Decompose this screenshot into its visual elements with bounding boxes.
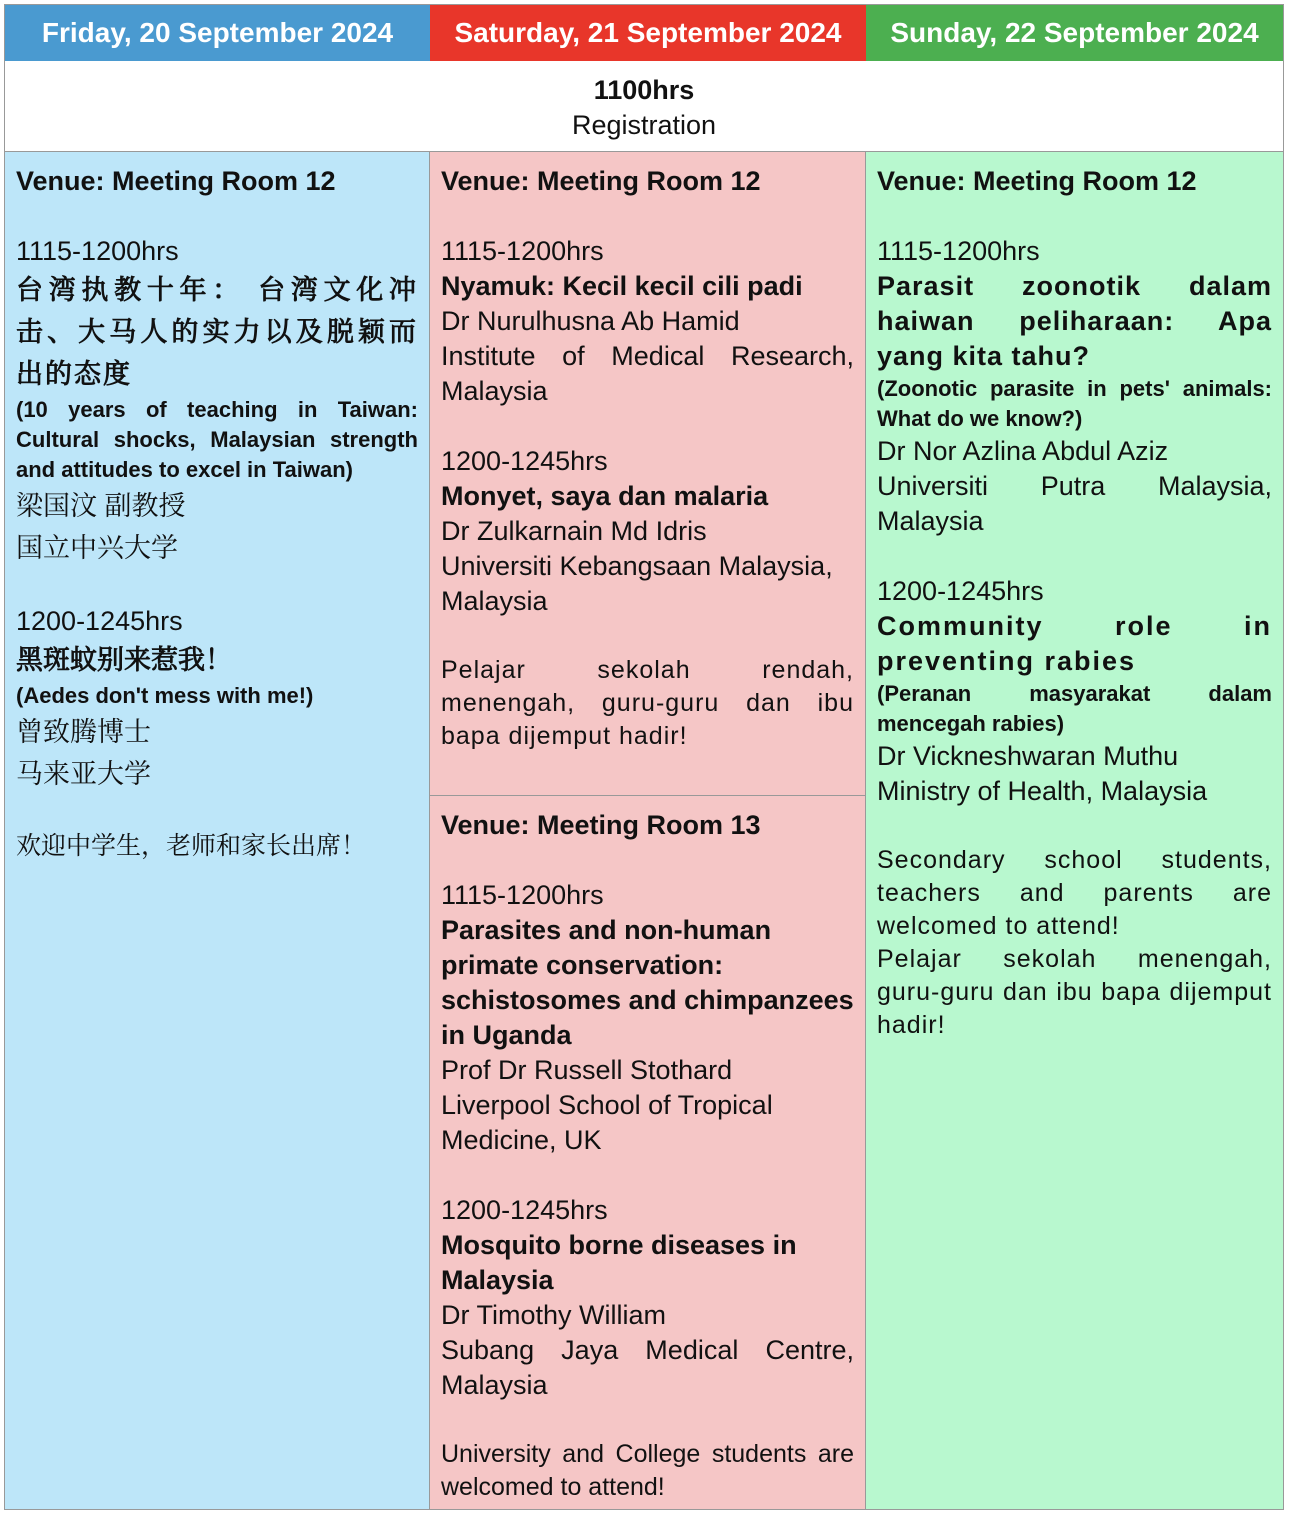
speaker: Dr Nurulhusna Ab Hamid (441, 306, 740, 336)
talk-title: Parasites and non-human primate conservation: schistosomes and chimpanzees in Uganda (441, 915, 854, 1050)
speaker: Dr Timothy William (441, 1300, 667, 1330)
talk-time: 1200-1245hrs (441, 1195, 608, 1225)
affiliation: 国立中兴大学 (16, 533, 178, 563)
friday-column (5, 152, 430, 1509)
speaker: Dr Nor Azlina Abdul Aziz (877, 436, 1169, 466)
speaker: Dr Zulkarnain Md Idris (441, 516, 707, 546)
speaker: 曾致腾博士 (16, 717, 151, 747)
talk-time: 1200-1245hrs (441, 446, 608, 476)
talk-title: Nyamuk: Kecil kecil cili padi (441, 271, 803, 301)
attendance-note-ms: Pelajar sekolah menengah, guru-guru dan ibu bapa dijemput hadir! (877, 945, 1272, 1039)
attendance-note: Pelajar sekolah rendah, menengah, guru-guru dan ibu bapa dijemput hadir! (441, 656, 854, 750)
speaker: Dr Vickneshwaran Muthu (877, 741, 1179, 771)
schedule-table (4, 4, 1284, 1510)
affiliation: Ministry of Health, Malaysia (877, 776, 1208, 806)
affiliation: Universiti Putra Malaysia, Malaysia (877, 471, 1272, 536)
talk-time: 1200-1245hrs (16, 606, 183, 636)
affiliation: 马来亚大学 (16, 759, 151, 789)
speaker: Prof Dr Russell Stothard (441, 1055, 733, 1085)
venue: Venue: Meeting Room 12 (877, 166, 1197, 196)
talk-title: 台湾执教十年： 台湾文化冲击、大马人的实力以及脱颖而出的态度 (16, 275, 418, 389)
speaker: 梁国汶 副教授 (16, 491, 186, 521)
talk-subtitle: (Peranan masyarakat dalam mencegah rabies) (877, 681, 1272, 736)
talk-title: Mosquito borne diseases in Malaysia (441, 1230, 797, 1295)
registration-row (5, 61, 1283, 152)
talk-time: 1200-1245hrs (877, 576, 1044, 606)
talk-time: 1115-1200hrs (16, 236, 179, 266)
sunday-column (866, 152, 1283, 1509)
header-friday: Friday, 20 September 2024 (5, 5, 430, 61)
affiliation: Liverpool School of Tropical Medicine, UK (441, 1090, 773, 1155)
affiliation: Institute of Medical Research, Malaysia (441, 341, 854, 406)
registration-label: Registration (571, 110, 717, 140)
attendance-note-en: Secondary school students, teachers and parents are welcomed to attend! (877, 846, 1272, 940)
saturday-column (430, 152, 866, 1509)
talk-time: 1115-1200hrs (441, 880, 604, 910)
header-sunday: Sunday, 22 September 2024 (866, 5, 1283, 61)
venue: Venue: Meeting Room 13 (441, 810, 761, 840)
venue: Venue: Meeting Room 12 (16, 166, 336, 196)
venue: Venue: Meeting Room 12 (441, 166, 761, 196)
talk-subtitle: (10 years of teaching in Taiwan: Cultural shocks, Malaysian strength and attitudes to excel in Taiwan) (16, 397, 418, 482)
talk-title: 黑斑蚊别来惹我！ (16, 645, 232, 675)
attendance-note: 欢迎中学生，老师和家长出席！ (16, 832, 367, 860)
talk-title: Monyet, saya dan malaria (441, 481, 769, 511)
affiliation: Universiti Kebangsaan Malaysia, Malaysia (441, 551, 833, 616)
registration-time: 1100hrs (593, 75, 695, 105)
header-saturday: Saturday, 21 September 2024 (430, 5, 866, 61)
attendance-note: University and College students are welcomed to attend! (441, 1440, 854, 1501)
talk-title: Parasit zoonotik dalam haiwan peliharaan: Apa yang kita tahu? (877, 271, 1272, 371)
affiliation: Subang Jaya Medical Centre, Malaysia (441, 1335, 854, 1400)
talk-subtitle: (Aedes don't mess with me!) (16, 683, 314, 708)
divider (430, 795, 865, 796)
talk-time: 1115-1200hrs (441, 236, 604, 266)
talk-time: 1115-1200hrs (877, 236, 1040, 266)
talk-title: Community role in preventing rabies (877, 611, 1272, 676)
talk-subtitle: (Zoonotic parasite in pets' animals: What do we know?) (877, 376, 1272, 431)
